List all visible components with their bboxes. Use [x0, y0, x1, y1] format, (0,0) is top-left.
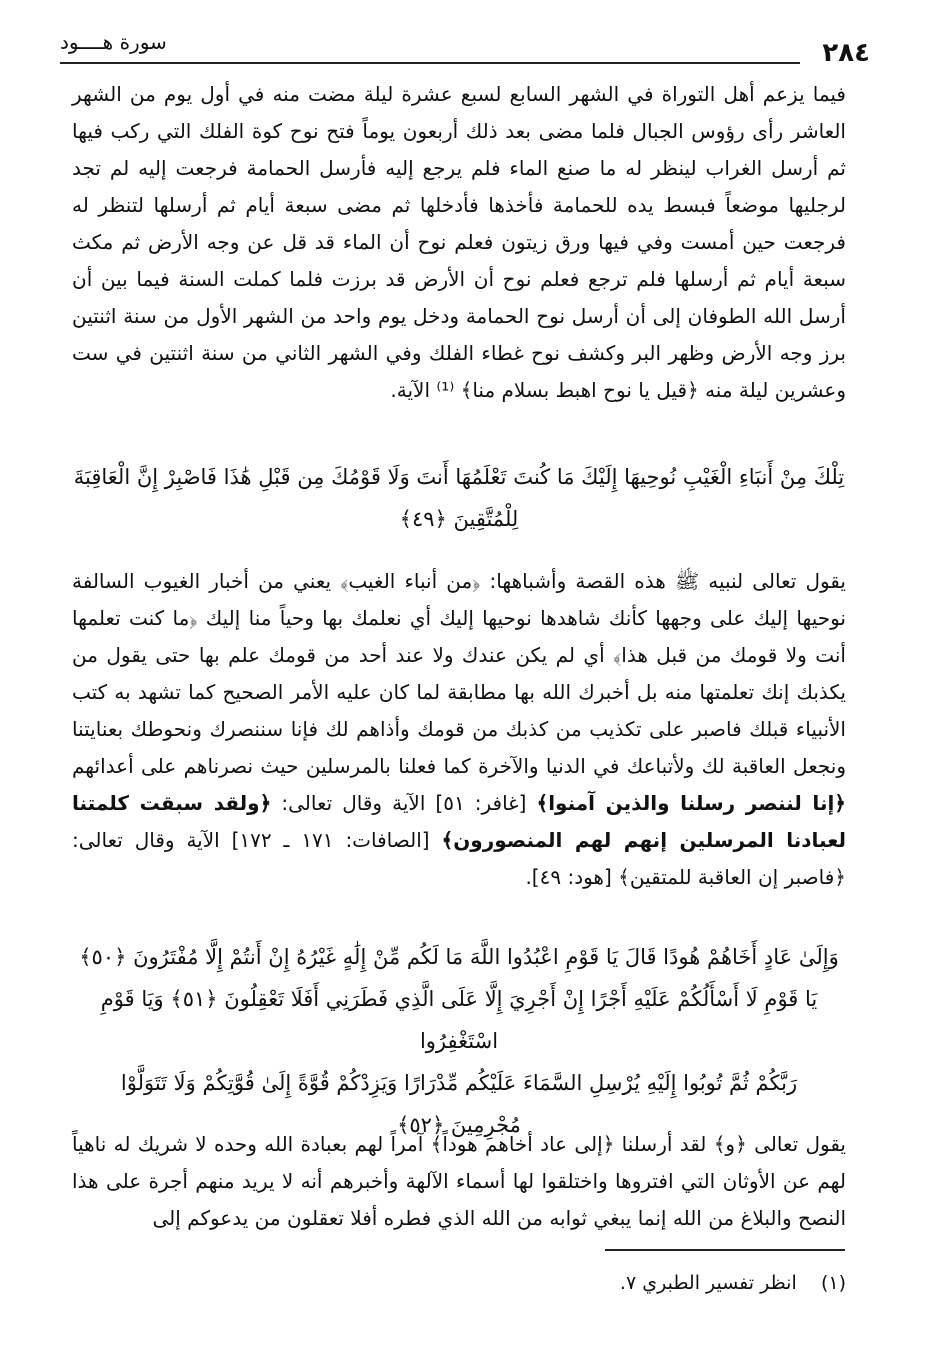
footnote-text: انظر تفسير الطبري ٧. [619, 1272, 797, 1294]
page-header [60, 22, 870, 84]
footnote-divider [605, 1249, 845, 1251]
verse-line-3: رَبَّكُمْ ثُمَّ تُوبُوا إِلَيْهِ يُرْسِلِ السَّمَاءَ عَلَيْكُم مِّدْرَارًا وَيَزِدْكُمْ قُوَّةً إِلَىٰ قُوَّتِكُمْ وَلَا تَتَوَلَّوْا [120, 1071, 798, 1095]
footnote [620, 1268, 846, 1298]
commentary-paragraph-3 [72, 1126, 846, 1237]
ref-ghafir: [غافر: ٥١] الآية وقال تعالى: [281, 791, 527, 815]
footnote-number: (١) [820, 1272, 846, 1294]
ref-saffat: [الصافات: ١٧١ ـ ١٧٢] الآية وقال تعالى: ﴿فاصبر إن العاقبة للمتقين﴾ [هود: ٤٩]. [72, 828, 846, 889]
paragraph-1-text: فيما يزعم أهل التوراة في الشهر السابع لسبع عشرة ليلة مضت منه في أول يوم من الشهر العاشر رأى رؤوس الجبال فلما مضى بعد ذلك أربعون يوماً فتح نوح كوة الفلك التي ركب فيها ثم أرسل الغراب لينظر له ما صنع الماء فلم يرجع إليه فأرسل الحمامة فرجعت إليه لم تجد لرجليها موضعاً فبسط يده للحمامة فأخذها فأدخلها ثم مضى سبعة أيام ثم أرسلها لتنظر له فرجعت حين أمست وفي فيها ورق زيتون فعلم نوح أن الماء قد قل عن وجه الأرض ثم مكث سبعة أيام ثم أرسلها فلم ترجع فعلم نوح أن الأرض قد برزت فلما كملت السنة فيما بين أن أرسل الله الطوفان إلى أن أرسل نوح الحمامة ودخل يوم واحد من الشهر الأول من سنة اثنتين برز وجه الأرض وظهر البر وكشف نوح غطاء الفلك وفي الشهر الثاني من سنة اثنتين في ست وعشرين ليلة منه ﴿قيل يا نوح اهبط بسلام منا﴾ ⁽¹⁾ الآية. [72, 82, 846, 402]
commentary-paragraph-2 [72, 563, 846, 896]
verse-49-text: تِلْكَ مِنْ أَنبَاءِ الْغَيْبِ نُوحِيهَا إِلَيْكَ مَا كُنتَ تَعْلَمُهَا أَنتَ وَلَا قَوْمُكَ مِن قَبْلِ هَٰذَا فَاصْبِرْ إِنَّ الْعَاقِبَةَ لِلْمُتَّقِينَ ﴿٤٩﴾ [73, 465, 845, 531]
commentary-paragraph-1 [72, 76, 846, 409]
header-divider [60, 62, 800, 64]
paragraph-2-body: يقول تعالى لنبيه ﷺ هذه القصة وأشباهها: ﴿من أنباء الغيب﴾ يعني من أخبار الغيوب السالفة نوحيها إليك على وجهها كأنك شاهدها نوحيها إليك أي نعلمك بها وحياً منا إليك ﴿ما كنت تعلمها أنت ولا قومك من قبل هذا﴾ أي لم يكن عندك ولا عند أحد من قومك علم بها حتى يقول من يكذبك إنك تعلمتها منه بل أخبرك الله بها مطابقة لما كان عليه الأمر الصحيح كما تشهد به كتب الأنبياء قبلك فاصبر على تكذيب من كذبك من قومك وأذاهم لك فإنا سننصرك ونحوطك بعنايتنا ونجعل العاقبة لك ولأتباعك في الدنيا والآخرة كما فعلنا بالمرسلين حيث نصرناهم على أعدائهم [72, 569, 846, 778]
verse-line-1: وَإِلَىٰ عَادٍ أَخَاهُمْ هُودًا قَالَ يَا قَوْمِ اعْبُدُوا اللَّهَ مَا لَكُم مِّنْ إِلَٰهٍ غَيْرُهُ إِنْ أَنتُمْ إِلَّا مُفْتَرُونَ ﴿٥٠﴾ [79, 945, 839, 969]
paragraph-2-text [72, 563, 846, 896]
verse-line-2: يَا قَوْمِ لَا أَسْأَلُكُمْ عَلَيْهِ أَجْرًا إِنْ أَجْرِيَ إِلَّا عَلَى الَّذِي فَطَرَنِي أَفَلَا تَعْقِلُونَ ﴿٥١﴾ وَيَا قَوْمِ اسْتَغْفِرُوا [100, 987, 818, 1053]
page-number: ٢٨٤ [822, 38, 870, 68]
paragraph-3-text: يقول تعالى ﴿و﴾ لقد أرسلنا ﴿إلى عاد أخاهم هوداً﴾ آمراً لهم بعبادة الله وحده لا شريك له ناهياً لهم عن الأوثان التي افتروها واختلقوا لها أسماء الآلهة وأخبرهم أنه لا يريد منهم أجرة على هذا النصح والبلاغ من الله إنما يبغي ثوابه من الله الذي فطره أفلا تعقلون من يدعوكم إلى [72, 1132, 846, 1230]
surah-title: سورة هــــود [60, 30, 167, 54]
quran-verse-49 [72, 456, 846, 540]
quote-saffat: ﴿ولقد سبقت كلمتنا لعبادنا المرسلين إنهم لهم المنصورون﴾ [72, 791, 847, 852]
quote-ghafir: ﴿إنا لننصر رسلنا والذين آمنوا﴾ [536, 791, 847, 815]
quran-verses-50-52 [72, 936, 846, 1146]
verse-line-4: مُجْرِمِينَ ﴿٥٢﴾ [397, 1113, 521, 1137]
